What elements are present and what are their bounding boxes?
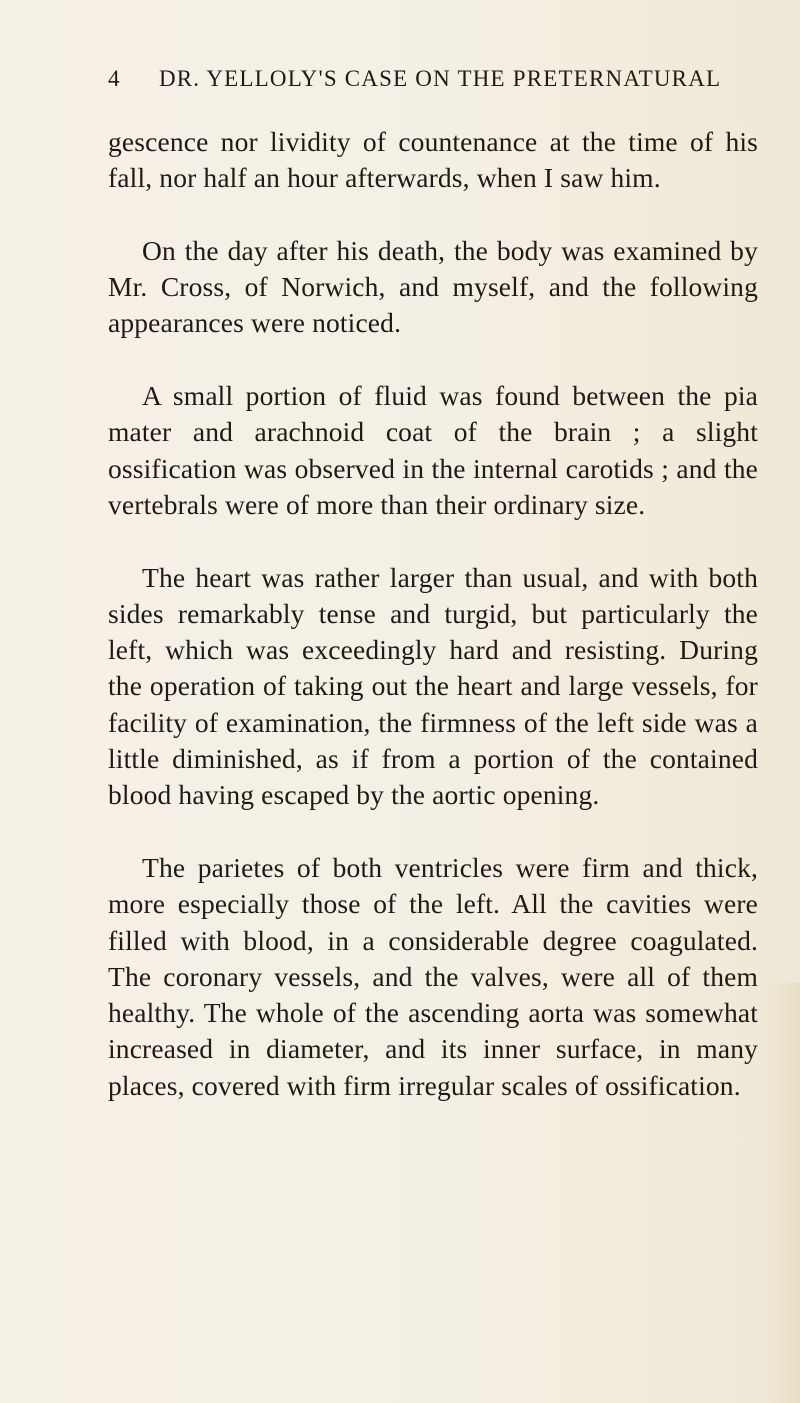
paragraph-examination: On the day after his death, the body was examined by Mr. Cross, of Norwich, and myself, and the following appearances were noticed.: [108, 234, 758, 339]
paragraph-heart: The heart was rather larger than usual, and with both sides remarkably tense and turgid, but particularly the left, which was exceedingly hard and resisting. During the operation of taking out the heart and large vessels, for facility of examination, the firmness of the left side was a little diminished, as if from a portion of the contained blood having escaped by the aortic opening.: [108, 561, 758, 811]
page-number: 4: [108, 66, 121, 91]
running-head-title: DR. YELLOLY'S CASE ON THE PRETERNATURAL: [158, 66, 722, 91]
paragraph-continuation: gescence nor lividity of countenance at the time of his fall, nor half an hour afterwards, when I saw him.: [108, 126, 758, 194]
running-head: [108, 66, 728, 96]
paragraph-ventricles: The parietes of both ventricles were firm and thick, more especially those of the left. All the cavities were filled with blood, in a considerable degree coagulated. The coronary vessels, and the valves, were all of them healthy. The whole of the ascending aorta was somewhat increased in diameter, and its inner surface, in many places, covered with firm irregular scales of ossification.: [108, 851, 758, 1101]
paragraph-brain: A small portion of fluid was found between the pia mater and arachnoid coat of the brain ; a slight ossification was observed in the internal carotids ; and the vertebrals were of more than their ordinary size.: [108, 380, 758, 520]
body-text: [108, 124, 758, 1104]
page-edge-stain: [760, 983, 800, 1403]
